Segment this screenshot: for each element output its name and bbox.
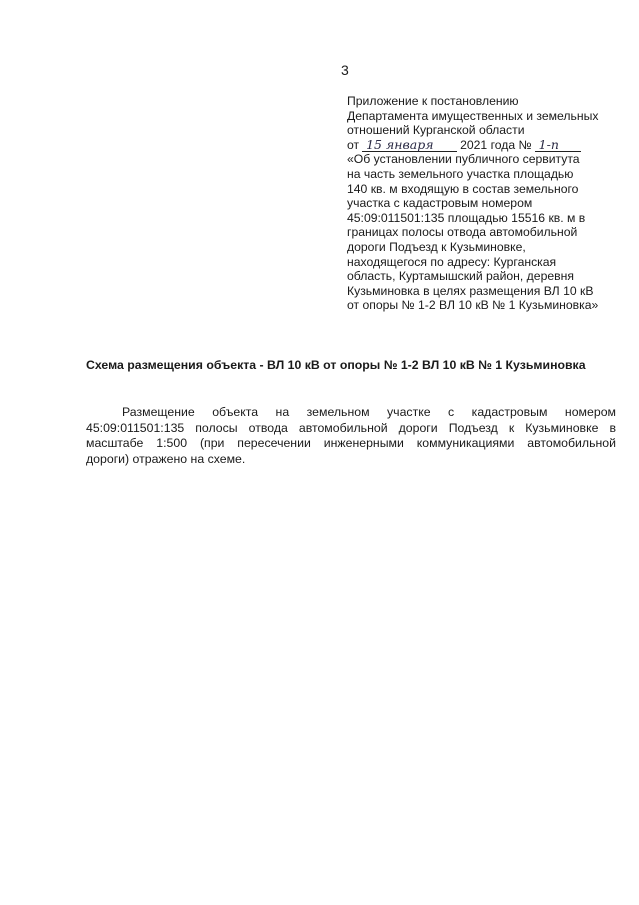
body-paragraph <box>86 405 616 467</box>
body-line: Размещение объекта на земельном участке с кадастровым номером <box>122 405 616 419</box>
appendix-line: 45:09:011501:135 площадью 15516 кв. м в <box>347 210 586 225</box>
year-text: 2021 года № <box>460 137 532 152</box>
appendix-block <box>347 94 627 313</box>
date-prefix: от <box>347 137 360 152</box>
appendix-line: Департамента имущественных и земельных <box>347 108 599 123</box>
scheme-heading: Схема размещения объекта - ВЛ 10 кВ от опоры № 1-2 ВЛ 10 кВ № 1 Кузьминовка <box>86 358 586 372</box>
body-line: масштабе 1:500 (при пересечении инженерными коммуникациями автомобильной <box>86 436 616 450</box>
handwritten-number: 1-п <box>538 136 559 152</box>
appendix-line: 140 кв. м входящую в состав земельного <box>347 181 579 196</box>
appendix-line: на часть земельного участка площадью <box>347 166 574 181</box>
appendix-line: Приложение к постановлению <box>347 94 519 108</box>
appendix-line: участка с кадастровым номером <box>347 196 533 211</box>
handwritten-date: 15 января <box>366 136 434 152</box>
appendix-line: дороги Подъезд к Кузьминовке, <box>347 239 526 254</box>
resolution-date-line <box>347 138 627 153</box>
appendix-line: «Об установлении публичного сервитута <box>347 152 580 167</box>
number-blank <box>535 138 581 152</box>
appendix-line: находящегося по адресу: Курганская <box>347 254 557 269</box>
appendix-line: область, Куртамышский район, деревня <box>347 269 574 284</box>
date-blank <box>362 138 457 152</box>
appendix-line: Кузьминовка в целях размещения ВЛ 10 кВ <box>347 283 594 298</box>
appendix-line: границах полосы отвода автомобильной <box>347 225 578 240</box>
page-number: 3 <box>341 62 349 78</box>
appendix-line: от опоры № 1-2 ВЛ 10 кВ № 1 Кузьминовка» <box>347 298 599 313</box>
body-line: 45:09:011501:135 полосы отвода автомобильной дороги Подъезд к Кузьминовке в <box>86 420 616 435</box>
body-line: дороги) отражено на схеме. <box>86 451 246 466</box>
appendix-line: отношений Курганской области <box>347 123 525 138</box>
